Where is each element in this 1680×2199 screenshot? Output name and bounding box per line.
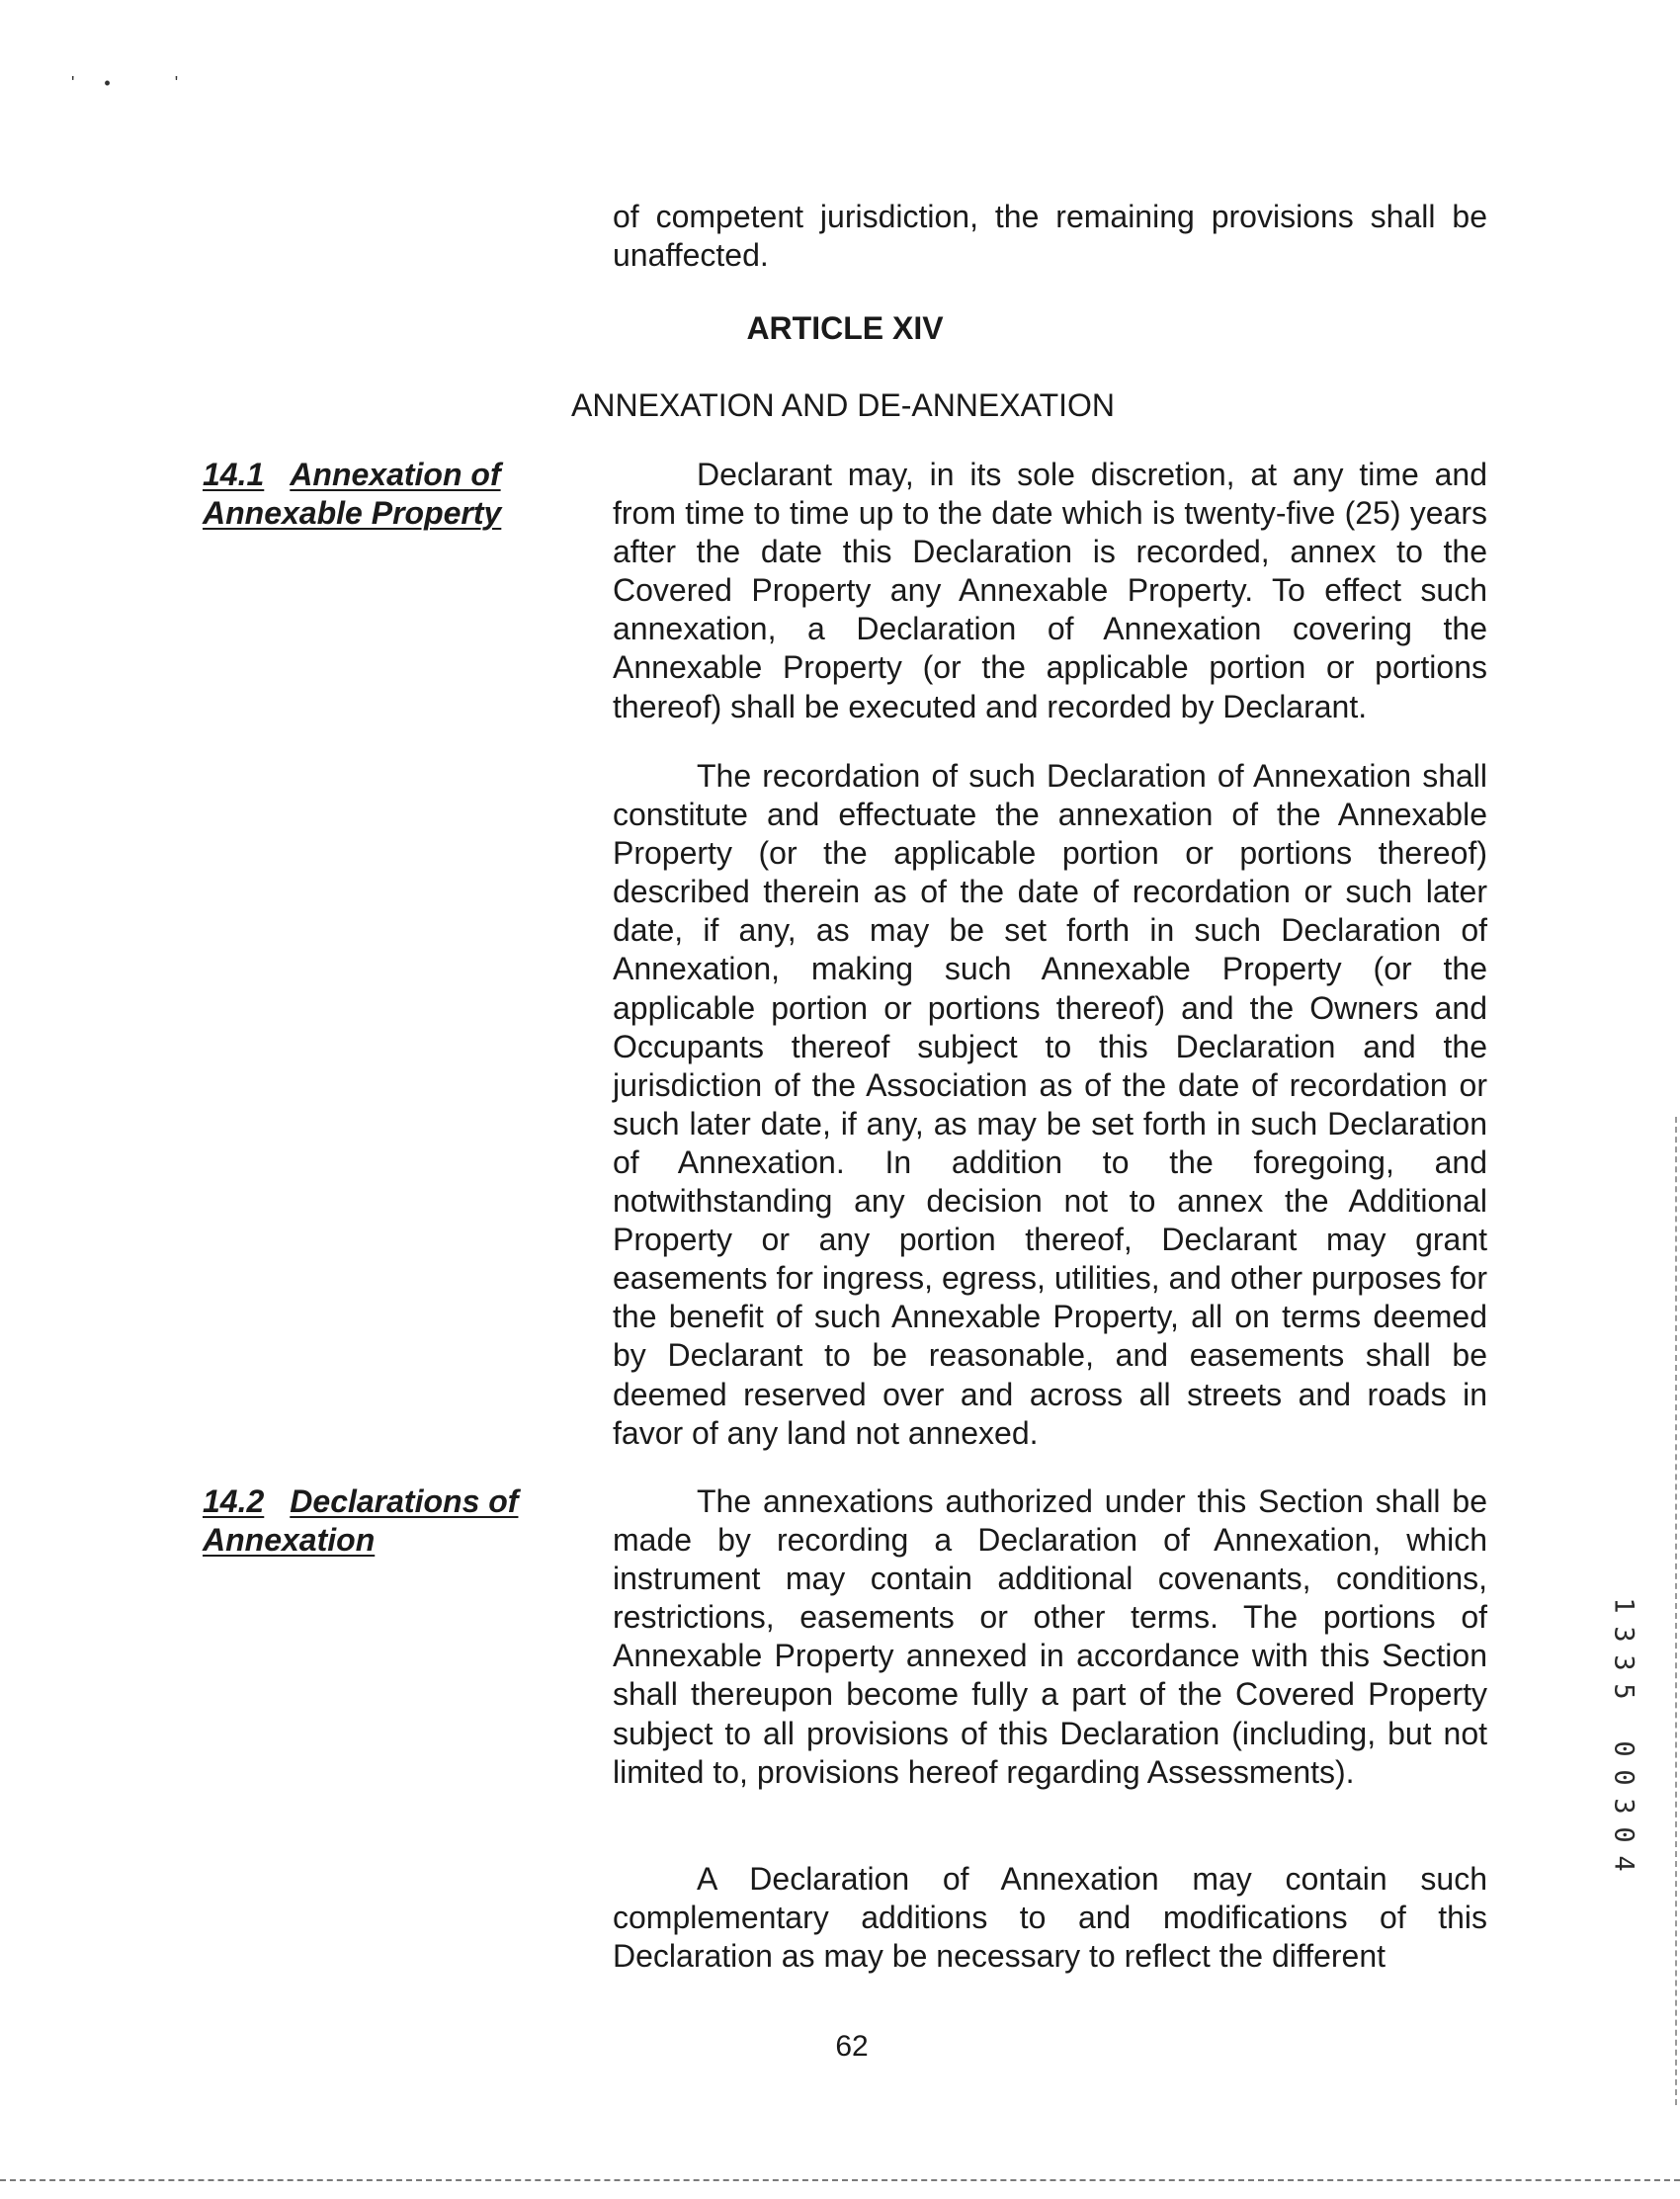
stamp-digit: 3 <box>1608 1654 1639 1671</box>
article-number: ARTICLE XIV <box>746 310 944 346</box>
section-heading-line <box>203 456 578 494</box>
recording-number-stamp <box>1609 1591 1638 1878</box>
stamp-digit: 3 <box>1608 1798 1639 1815</box>
stamp-digit: 1 <box>1608 1597 1639 1614</box>
section-14-1-paragraph-2: The recordation of such Declaration of Annexation shall constitute and effectuate the annexation of the Annexable Property (or the applicable portion or portions thereof) described therein as of the date of recordation or such later date, if any, as may be set forth in such Declaration of Annexation, making such Annexable Property (or the applicable portion or portions thereof) and the Owners and Occupants thereof subject to this Declaration and the jurisdiction of the Association as of the date of recordation or such later date, if any, as may be set forth in such Declaration of Annexation. In addition to the foregoing, and notwithstanding any decision not to annex the Additional Property or any portion thereof, Declarant may grant easements for ingress, egress, utilities, and other purposes for the benefit of such Annexable Property, all on terms deemed by Declarant to be reasonable, and easements shall be deemed reserved over and across all streets and roads in favor of any land not annexed. <box>613 758 1487 1451</box>
section-14-2-paragraph-2: A Declaration of Annexation may contain such complementary additions to and modifications of this Declaration as may be necessary to reflect the different <box>613 1861 1487 1975</box>
scan-edge-right <box>1675 1117 1677 2105</box>
section-number: 14.2 <box>203 1483 265 1519</box>
stamp-digit: 0 <box>1608 1740 1639 1757</box>
page-number <box>0 2029 1680 2065</box>
stamp-digit: 3 <box>1608 1626 1639 1643</box>
section-heading-line <box>203 494 578 533</box>
scan-edge-bottom <box>0 2179 1680 2181</box>
section-heading-14-1 <box>203 456 578 533</box>
section-title-part: Annexation <box>203 1522 376 1558</box>
scan-marks: '• ' <box>71 73 209 93</box>
section-title-part: Annexation of <box>290 457 501 492</box>
section-title-part: Annexable Property <box>203 495 502 531</box>
stamp-digit: 4 <box>1608 1855 1639 1872</box>
page-number-text: 62 <box>835 2030 869 2063</box>
stamp-digit: 0 <box>1608 1826 1639 1843</box>
continuation-paragraph: of competent jurisdiction, the remaining provisions shall be unaffected. <box>613 199 1487 274</box>
stamp-digit: 5 <box>1608 1683 1639 1700</box>
article-title-text: ANNEXATION AND DE-ANNEXATION <box>571 387 1115 423</box>
section-heading-line <box>203 1521 578 1560</box>
stamp-digit: 0 <box>1608 1769 1639 1786</box>
stamp-digit <box>1610 1706 1638 1735</box>
section-heading-14-2 <box>203 1482 578 1560</box>
section-number: 14.1 <box>203 457 265 492</box>
section-14-1-paragraph-1: Declarant may, in its sole discretion, at any time and from time to time up to the date which is twenty-five (25) years after the date this Declaration is recorded, annex to the Covered Property any Annexable Property. To effect such annexation, a Declaration of Annexation covering the Annexable Property (or the applicable portion or portions thereof) shall be executed and recorded by Declarant. <box>613 457 1487 724</box>
section-heading-line <box>203 1482 578 1521</box>
section-14-2-paragraph-1: The annexations authorized under this Section shall be made by recording a Declaration of Annexation, which instrument may contain additional covenants, conditions, restrictions, easements or other terms. The portions of Annexable Property annexed in accordance with this Section shall thereupon become fully a part of the Covered Property subject to all provisions of this Declaration (including, but not limited to, provisions hereof regarding Assessments). <box>613 1483 1487 1790</box>
article-heading <box>0 308 1680 348</box>
article-title <box>0 385 1680 425</box>
section-title-part: Declarations of <box>290 1483 519 1519</box>
